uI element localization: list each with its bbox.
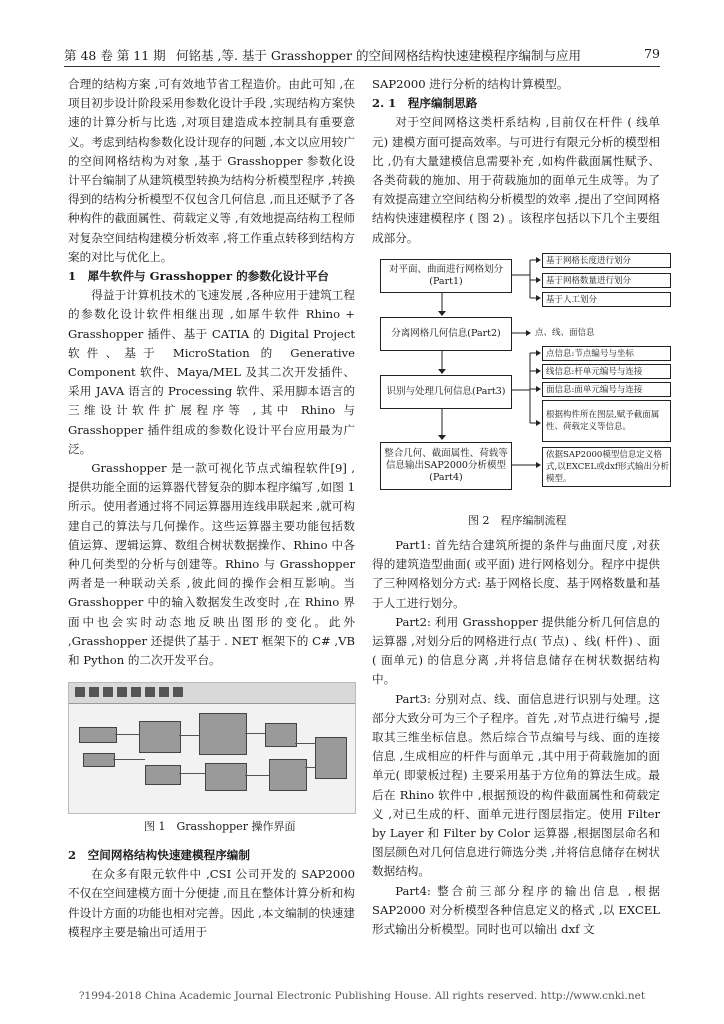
gh-wire — [113, 759, 145, 760]
section-1-heading: 1 犀牛软件与 Grasshopper 的参数化设计平台 — [68, 269, 329, 284]
gh-component-node — [139, 721, 181, 753]
page-number: 79 — [644, 46, 660, 61]
left-column-bottom — [68, 846, 355, 942]
part3-paragraph: Part3: 分别对点、线、面信息进行识别与处理。这部分大致分可为三个子程序。首先 ,对节点进行编号 ,提取其三维坐标信息。然后综合节点编号与线、面的连接信息 ,生成相应的杆件与面单元 ,其中用于荷载施加的面单元( 即蒙板过程) 主要采用基于方位角的算法生成。最后在 Rhino 软件中 ,根据预设的构件截面属性和荷载定义 ,对已生成的杆、面单元进行图层指定。使用 Filter by Layer 和 Filter by Color 运算器 ,根据图层命名和图层颜色对几何信息进行筛选分类 ,并将信息储存在树状数据结构。 — [372, 691, 660, 879]
article-running-title: 何铭基 ,等. 基于 Grasshopper 的空间网格结构快速建模程序编制与应用 — [176, 48, 582, 63]
journal-issue: 第 48 卷 第 11 期 — [64, 48, 166, 63]
gh-component-node — [205, 763, 247, 791]
gh-wire — [179, 773, 205, 774]
flow-option-layer-assign: 根据构件所在图层,赋予截面属性、荷载定义等信息。 — [542, 400, 671, 442]
gh-wire — [245, 775, 269, 776]
left-column-top — [68, 75, 355, 670]
flow-box-part1: 对平面、曲面进行网格划分(Part1) — [380, 259, 512, 293]
flow-option-mesh-length: 基于网格长度进行划分 — [542, 253, 671, 268]
program-flowchart — [372, 255, 672, 505]
gh-wire — [115, 734, 139, 735]
flow-option-point-line-face: 点、线、面信息 — [532, 326, 605, 340]
flow-box-part4: 整合几何、截面属性、荷载等信息输出SAP2000分析模型(Part4) — [380, 442, 512, 490]
gh-component-node — [269, 759, 307, 791]
gh-wire — [305, 767, 315, 768]
flow-option-manual: 基于人工划分 — [542, 292, 671, 307]
section-2-heading: 2 空间网格结构快速建模程序编制 — [68, 848, 250, 862]
left-paragraph-4: 在众多有限元软件中 ,CSI 公司开发的 SAP2000 不仅在空间建模方面十分便捷 ,而且在整体计算分析和构件设计方面的功能也相对完善。因此 ,本文编制的快速建模程序主要是输出可适用于 — [68, 867, 355, 939]
right-column-top — [372, 75, 660, 248]
right-paragraph-2: 对于空间网格这类杆系结构 ,目前仅在杆件 ( 线单元) 建模方面可提高效率。与可进行有限元分析的模型相比 ,仍有大量建模信息需要补充 ,如构件截面属性赋予、各类荷载的施加、用于荷载施加的面单元生成等。为了有效提高建立空间结构分析模型的效率 ,提出了空间网格结构快速建模程序 ( 图 2) 。该程序包括以下几个主要组成部分。 — [372, 115, 660, 245]
left-paragraph-1: 合理的结构方案 ,可有效地节省工程造价。由此可知 ,在项目初步设计阶段采用参数化设计手段 ,实现结构方案快速的计算分析与比选 ,对项目建造成本控制具有重要意义。考虑到结构参数化设计现存的问题 ,本文以应用较广的空间网格结构为对象 ,基于 Grasshopper 参数化设计平台编制了从建筑模型转换为结构分析模型程序 ,转换得到的结构分析模型不仅包含几何信息 ,而且还赋予了各种构件的截面属性、荷载定义等 ,有效地提高结构工程师对复杂空间结构建模分析效率 ,将工作重点转移到结构方案的对比与优化上。 — [68, 77, 355, 264]
gh-component-node — [315, 737, 347, 779]
right-column-bottom — [372, 536, 660, 939]
toolbar-icon — [173, 687, 183, 697]
gh-component-node — [83, 753, 115, 767]
gh-wire — [295, 743, 315, 744]
toolbar-icon — [117, 687, 127, 697]
gh-component-node — [145, 765, 181, 785]
flow-box-part3: 识别与处理几何信息(Part3) — [380, 375, 512, 409]
left-paragraph-3: Grasshopper 是一款可视化节点式编程软件[9] ,提供功能全面的运算器代替复杂的脚本程序编写 ,如图 1 所示。使用者通过将不同运算器用连线串联起来 ,就可构建自己的算法与几何操作。这些运算器主要功能包括数值运算、逻辑运算、数组合树状数据操作、Rhino 中各种几何类型的分析与创建等。Rhino 与 Grasshopper 两者是一种联动关系 ,彼此间的操作会相互影响。当 Grasshopper 中的输入数据发生改变时 ,在 Rhino 界面中也会实时动态地反映出图形的变化。此外 ,Grasshopper 还提供了基于 . NET 框架下的 C# ,VB 和 Python 的二次开发平台。 — [68, 461, 355, 668]
toolbar-icon — [75, 687, 85, 697]
gh-component-node — [199, 713, 247, 755]
running-header — [64, 44, 660, 67]
left-paragraph-2: 得益于计算机技术的飞速发展 ,各种应用于建筑工程的参数化设计软件相继出现 ,如犀牛软件 Rhino + Grasshopper 插件、基于 CATIA 的 Digital Project 软件、基于 MicroStation 的 Generative Component 软件、Maya/MEL 及其二次开发插件、采用 JAVA 语言的 Processing 软件、采用脚本语言的三维设计软件扩展程序等 ,其中 Rhino 与 Grasshopper 插件组成的参数化设计平台应用最为广泛。 — [68, 288, 355, 456]
toolbar-icon — [103, 687, 113, 697]
gh-component-node — [265, 723, 297, 747]
gh-wire — [179, 735, 199, 736]
toolbar-icon — [89, 687, 99, 697]
flow-option-mesh-count: 基于网格数量进行划分 — [542, 273, 671, 288]
grasshopper-interface-figure — [68, 682, 356, 814]
part4-paragraph: Part4: 整合前三部分程序的输出信息 ,根据 SAP2000 对分析模型各种信息定义的格式 ,以 EXCEL 形式输出分析模型。同时也可以输出 dxf 文 — [372, 883, 660, 937]
toolbar-icon — [145, 687, 155, 697]
gh-wire — [245, 733, 265, 734]
figure-2-caption: 图 2 程序编制流程 — [468, 514, 567, 527]
section-2-1-heading: 2. 1 程序编制思路 — [372, 96, 478, 111]
flow-option-node-info: 点信息:节点编号与坐标 — [542, 346, 671, 361]
part2-paragraph: Part2: 利用 Grasshopper 提供能分析几何信息的运算器 ,对划分后的网格进行点( 节点) 、线( 杆件) 、面( 面单元) 的信息分离 ,并将信息储存在树状数据结构中。 — [372, 614, 660, 687]
copyright-footer: ?1994-2018 China Academic Journal Electronic Publishing House. All rights reserved. http://www.cnki.net — [78, 990, 646, 1002]
toolbar-icon — [131, 687, 141, 697]
flow-option-line-info: 线信息:杆单元编号与连接 — [542, 364, 671, 379]
toolbar-icon — [159, 687, 169, 697]
flow-option-face-info: 面信息:面单元编号与连接 — [542, 382, 671, 397]
part1-paragraph: Part1: 首先结合建筑所提的条件与曲面尺度 ,对获得的建筑造型曲面( 或平面) 进行网格划分。程序中提供了三种网格划分方式: 基于网格长度、基于网格数量和基于人工进行划分。 — [372, 538, 660, 610]
right-paragraph-1: SAP2000 进行分析的结构计算模型。 — [372, 77, 569, 91]
gh-component-node — [79, 727, 117, 743]
flow-option-export: 依据SAP2000模型信息定义格式,以EXCEL或dxf形式输出分析模型。 — [542, 447, 671, 487]
figure-1-caption: 图 1 Grasshopper 操作界面 — [144, 820, 296, 833]
flow-box-part2: 分离网格几何信息(Part2) — [380, 317, 512, 351]
